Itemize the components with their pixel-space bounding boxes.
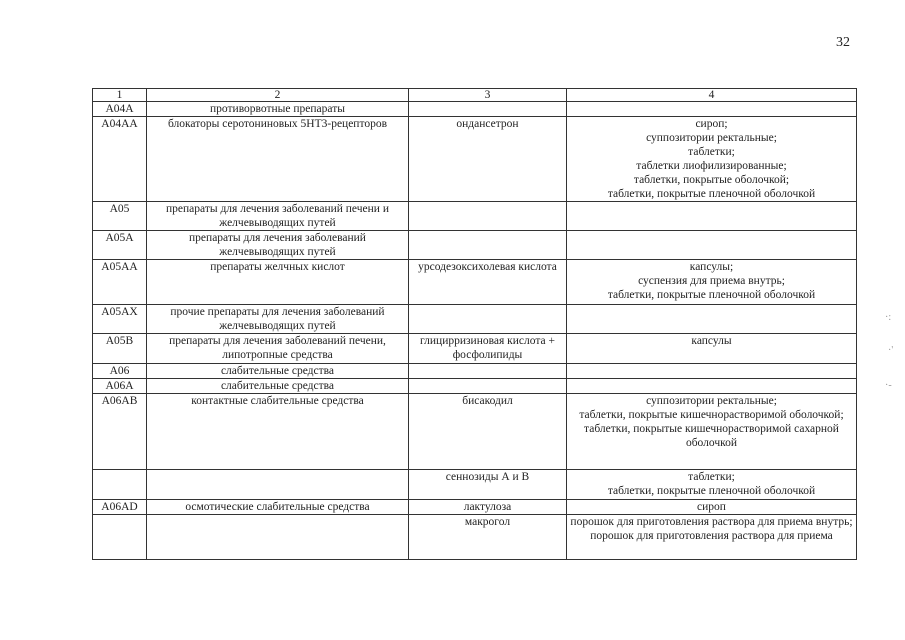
atc-code-cell: A05B [93, 334, 147, 364]
anatomical-group-cell: препараты желчных кислот [147, 260, 409, 305]
column-header: 2 [147, 89, 409, 102]
anatomical-group-cell: противорвотные препараты [147, 102, 409, 117]
table-row [93, 117, 857, 202]
anatomical-group-cell [147, 515, 409, 560]
table-row [93, 305, 857, 334]
atc-code-cell: A05 [93, 202, 147, 231]
table-row [93, 260, 857, 305]
dosage-forms-cell [567, 102, 857, 117]
column-header: 3 [409, 89, 567, 102]
drug-name-cell: ондансетрон [409, 117, 567, 202]
drug-name-cell: глицирризиновая кислота + фосфолипиды [409, 334, 567, 364]
drug-name-cell [409, 231, 567, 260]
column-header: 4 [567, 89, 857, 102]
dosage-form-item: сироп [697, 501, 726, 513]
anatomical-group-cell: слабительные средства [147, 364, 409, 379]
dosage-forms-cell [567, 515, 857, 560]
scan-artifact: ·: [885, 312, 892, 323]
table-row [93, 379, 857, 394]
dosage-forms-cell [567, 305, 857, 334]
scan-artifact: ·' [888, 345, 894, 356]
dosage-form-item: таблетки, покрытые пленочной оболочкой [607, 188, 816, 200]
anatomical-group-cell: блокаторы серотониновых 5НТ3-рецепторов [147, 117, 409, 202]
dosage-forms-cell [567, 379, 857, 394]
anatomical-group-cell: прочие препараты для лечения заболеваний желчевыводящих путей [147, 305, 409, 334]
atc-code-cell: A04A [93, 102, 147, 117]
dosage-form-item: таблетки, покрытые оболочкой; [633, 174, 790, 186]
atc-code-cell: A05A [93, 231, 147, 260]
atc-code-cell: A05AX [93, 305, 147, 334]
dosage-form-item: суппозитории ректальные; [646, 132, 777, 144]
table-row [93, 231, 857, 260]
drug-table [92, 88, 857, 560]
drug-name-cell: бисакодил [409, 394, 567, 470]
table-row [93, 470, 857, 500]
drug-name-cell [409, 379, 567, 394]
anatomical-group-cell: осмотические слабительные средства [147, 500, 409, 515]
dosage-forms-cell [567, 231, 857, 260]
atc-code-cell: A06AD [93, 500, 147, 515]
dosage-form-item: сироп; [695, 118, 728, 130]
atc-code-cell: A06A [93, 379, 147, 394]
atc-code-cell: A04AA [93, 117, 147, 202]
atc-code-cell: A05AA [93, 260, 147, 305]
dosage-form-item: таблетки, покрытые кишечнорастворимой оболочкой; [579, 409, 844, 421]
table-row [93, 364, 857, 379]
scan-artifact: ·- [885, 380, 892, 391]
dosage-forms-cell [567, 334, 857, 364]
page-number: 32 [836, 35, 850, 50]
table-body [93, 102, 857, 560]
table-row [93, 500, 857, 515]
dosage-forms-cell [567, 470, 857, 500]
dosage-forms-cell [567, 364, 857, 379]
dosage-forms-cell [567, 117, 857, 202]
anatomical-group-cell: контактные слабительные средства [147, 394, 409, 470]
anatomical-group-cell [147, 470, 409, 500]
table-row [93, 334, 857, 364]
anatomical-group-cell: препараты для лечения заболеваний желчевыводящих путей [147, 231, 409, 260]
dosage-form-item: порошок для приготовления раствора для приема [590, 530, 833, 542]
table-row [93, 202, 857, 231]
dosage-form-item: суппозитории ректальные; [646, 395, 777, 407]
drug-name-cell: макрогол [409, 515, 567, 560]
dosage-forms-cell [567, 202, 857, 231]
dosage-forms-cell [567, 500, 857, 515]
table-row [93, 394, 857, 470]
dosage-form-item: таблетки, покрытые пленочной оболочкой [607, 289, 816, 301]
anatomical-group-cell: препараты для лечения заболеваний печени, липотропные средства [147, 334, 409, 364]
dosage-form-item: капсулы [691, 335, 732, 347]
dosage-form-item: порошок для приготовления раствора для приема внутрь; [570, 516, 853, 528]
atc-code-cell: A06AB [93, 394, 147, 470]
dosage-form-item: таблетки, покрытые кишечнорастворимой сахарной оболочкой [584, 423, 839, 449]
drug-name-cell: урсодезоксихолевая кислота [409, 260, 567, 305]
atc-code-cell: A06 [93, 364, 147, 379]
column-header: 1 [93, 89, 147, 102]
drug-name-cell [409, 364, 567, 379]
drug-name-cell: сеннозиды А и В [409, 470, 567, 500]
dosage-form-item: таблетки лиофилизированные; [636, 160, 787, 172]
atc-code-cell [93, 470, 147, 500]
table-row [93, 102, 857, 117]
dosage-form-item: таблетки, покрытые пленочной оболочкой [607, 485, 816, 497]
dosage-form-item: таблетки; [688, 471, 735, 483]
drug-name-cell: лактулоза [409, 500, 567, 515]
dosage-forms-cell [567, 260, 857, 305]
drug-name-cell [409, 305, 567, 334]
table-header-row [93, 89, 857, 102]
drug-name-cell [409, 102, 567, 117]
atc-code-cell [93, 515, 147, 560]
anatomical-group-cell: слабительные средства [147, 379, 409, 394]
table-row [93, 515, 857, 560]
anatomical-group-cell: препараты для лечения заболеваний печени и желчевыводящих путей [147, 202, 409, 231]
dosage-forms-cell [567, 394, 857, 470]
dosage-form-item: суспензия для приема внутрь; [638, 275, 785, 287]
drug-name-cell [409, 202, 567, 231]
dosage-form-item: капсулы; [689, 261, 734, 273]
dosage-form-item: таблетки; [688, 146, 735, 158]
